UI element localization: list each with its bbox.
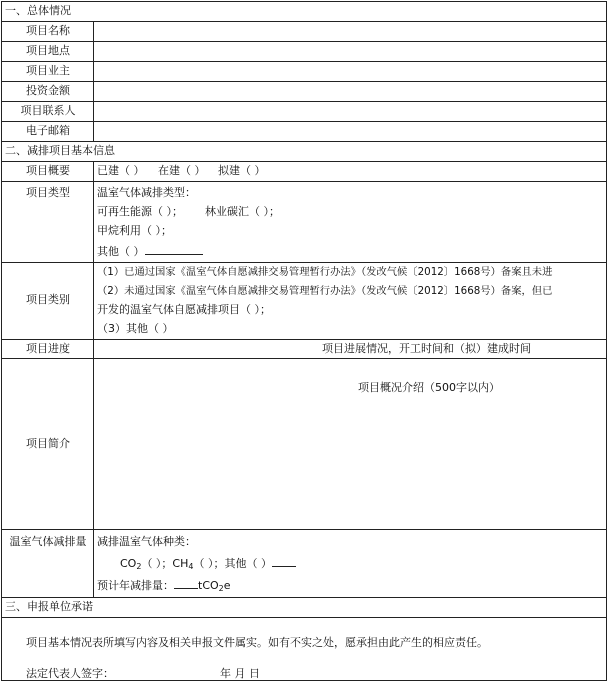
option-built: 已建（ ） — [97, 164, 145, 177]
rule — [1, 21, 607, 22]
rule — [1, 617, 607, 618]
progress-hint: 项目进展情况，开工时间和（拟）建成时间 — [322, 342, 531, 355]
emission-title: 减排温室气体种类： — [97, 535, 196, 548]
gas-other: （ ）；其他（ ） — [193, 557, 272, 570]
fill-blank — [272, 555, 296, 567]
gas-co2-ch4: （ ）；CH — [141, 557, 189, 570]
row-label-project-location: 项目地点 — [26, 44, 70, 57]
row-label-progress: 项目进度 — [26, 342, 70, 355]
gas-co2-subscript: 2 — [136, 562, 142, 571]
rule — [93, 21, 94, 141]
row-label-email: 电子邮箱 — [26, 124, 70, 137]
rule — [1, 262, 607, 263]
annual-reduction-unit-tail: e — [223, 579, 231, 592]
row-label-project-name: 项目名称 — [26, 24, 70, 37]
rule — [1, 61, 607, 62]
option-other-type-label: 其他（ ） — [97, 245, 145, 258]
section-heading-basic-info: 二、减排项目基本信息 — [5, 144, 115, 157]
option-renewable: 可再生能源（ ）； — [97, 205, 183, 218]
row-label-intro: 项目简介 — [26, 437, 70, 450]
row-label-type: 项目类型 — [26, 186, 70, 199]
row-label-emission: 温室气体减排量 — [9, 535, 87, 548]
rule — [1, 1, 2, 681]
rule — [1, 529, 607, 530]
rule — [93, 161, 94, 597]
category-option-3: （3）其他（ ） — [97, 322, 174, 335]
rule — [1, 181, 607, 182]
signature-label: 法定代表人签字： — [26, 667, 114, 680]
rule — [1, 339, 607, 340]
row-label-contact-person: 项目联系人 — [20, 104, 76, 117]
option-planned: 拟建（ ） — [218, 164, 266, 177]
section-heading-overall: 一、总体情况 — [5, 4, 71, 17]
type-title: 温室气体减排类型： — [97, 186, 196, 199]
fill-blank — [145, 243, 203, 255]
row-label-project-owner: 项目业主 — [26, 64, 70, 77]
annual-reduction-label: 预计年减排量： — [97, 579, 174, 592]
rule — [1, 41, 607, 42]
annual-reduction-unit-subscript: 2 — [218, 584, 224, 593]
rule — [1, 161, 607, 162]
option-other-type — [97, 243, 203, 259]
intro-hint: 项目概况介绍（500字以内） — [358, 381, 500, 394]
annual-reduction-unit: tCO — [198, 579, 219, 592]
rule — [1, 121, 607, 122]
fill-blank — [174, 577, 198, 589]
category-option-2-cont: 开发的温室气体自愿减排项目（ ）； — [97, 303, 271, 316]
rule — [606, 1, 607, 681]
category-option-2: （2）未通过国家《温室气体自愿减排交易管理暂行办法》（发改气候〔2012〕1668号）备案，但已 — [97, 285, 553, 297]
rule — [1, 81, 607, 82]
rule — [1, 597, 607, 598]
category-option-1: （1）已通过国家《温室气体自愿减排交易管理暂行办法》（发改气候〔2012〕1668号）备案且未进 — [97, 266, 553, 278]
option-methane: 甲烷利用（ ）； — [97, 224, 172, 237]
row-label-investment: 投资金额 — [26, 84, 70, 97]
rule — [1, 358, 607, 359]
option-under-construction: 在建（ ） — [158, 164, 206, 177]
row-label-category: 项目类别 — [26, 293, 70, 306]
rule — [1, 1, 607, 2]
option-forest-carbon: 林业碳汇（ ）； — [205, 205, 280, 218]
commitment-statement: 项目基本情况表所填写内容及相关申报文件属实。如有不实之处，愿承担由此产生的相应责任。 — [26, 636, 488, 649]
emission-gases — [120, 555, 296, 571]
rule — [1, 101, 607, 102]
annual-reduction — [97, 577, 231, 593]
signature-date: 年 月 日 — [220, 667, 260, 680]
section-heading-commitment: 三、申报单位承诺 — [5, 600, 93, 613]
gas-ch4-subscript: 4 — [188, 562, 194, 571]
rule — [1, 141, 607, 142]
gas-co2: CO — [120, 557, 137, 570]
row-label-overview: 项目概要 — [26, 164, 70, 177]
